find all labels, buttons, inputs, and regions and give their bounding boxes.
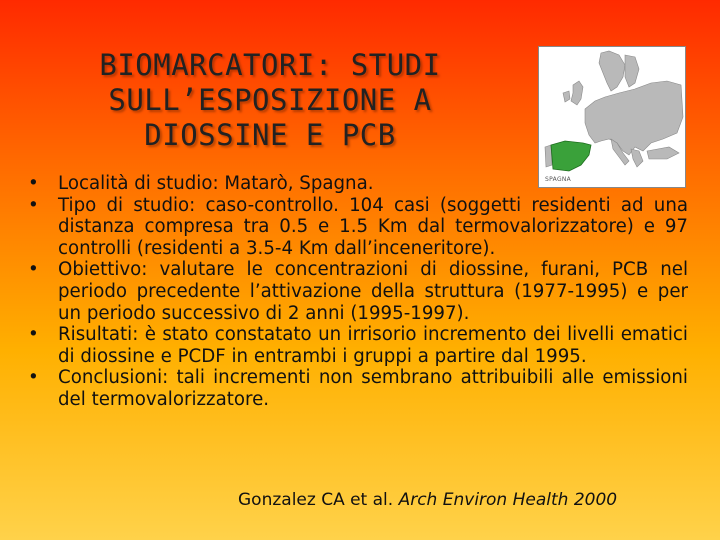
title-line-2: SULL’ESPOSIZIONE A	[108, 83, 432, 117]
citation	[238, 490, 678, 510]
citation-journal: Arch Environ Health 2000	[398, 490, 618, 510]
bullet-results: • Risultati: è stato constatato un irrisorio incremento dei livelli ematici di diossine e PCDF in entrambi i gruppi a partire dal 1995.	[28, 324, 688, 367]
europe-map-image	[538, 46, 686, 188]
title-line-3: DIOSSINE E PCB	[144, 118, 396, 152]
bullet-list	[28, 173, 688, 411]
citation-authors: Gonzalez CA et al.	[238, 490, 394, 510]
slide-title	[60, 48, 480, 153]
bullet-study-type: • Tipo di studio: caso-controllo. 104 casi (soggetti residenti ad una distanza compresa tra 0.5 e 1.5 Km dal termovalorizzatore) e 97 controlli (residenti a 3.5-4 Km dall’inceneritore).	[28, 195, 688, 260]
bullet-location: • Località di studio: Matarò, Spagna.	[28, 173, 688, 195]
title-line-1: BIOMARCATORI: STUDI	[99, 48, 441, 82]
europe-map-icon	[539, 47, 685, 187]
map-caption: SPAGNA	[545, 176, 572, 183]
bullet-conclusions: • Conclusioni: tali incrementi non sembrano attribuibili alle emissioni del termovalorizzatore.	[28, 367, 688, 410]
bullet-objective: • Obiettivo: valutare le concentrazioni di diossine, furani, PCB nel periodo precedente l’attivazione della struttura (1977-1995) e per un periodo successivo di 2 anni (1995-1997).	[28, 259, 688, 324]
